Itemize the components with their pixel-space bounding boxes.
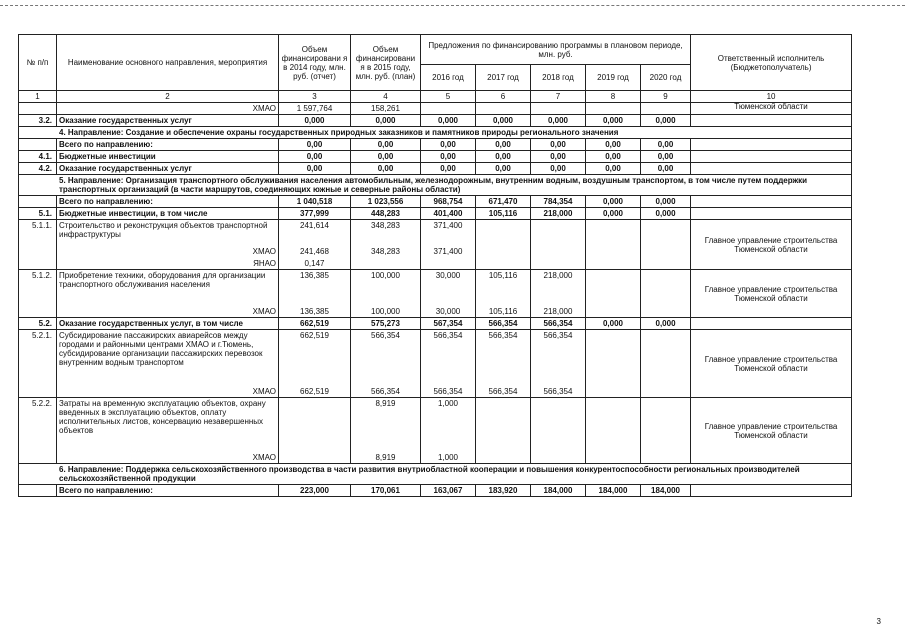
cell-value: 0,00: [279, 139, 351, 151]
row-name-text: Затраты на временную эксплуатацию объектов, охрану введенных в эксплуатацию объектов, оплату исполнительных листов, консервацию незавершенных объектов: [59, 399, 266, 435]
index-cell: 6: [476, 91, 531, 103]
row-name: Оказание государственных услуг, в том числе: [57, 318, 279, 330]
cell-value: 136,385: [300, 307, 329, 316]
table-row-hmao-top: [19, 103, 852, 115]
row-name: [57, 220, 279, 270]
cell-value: 1,000: [437, 399, 459, 408]
cell-value: 0,00: [421, 151, 476, 163]
header-name: Наименование основного направления, мероприятия: [57, 35, 279, 91]
cell-value: 0,00: [421, 139, 476, 151]
index-cell: 10: [691, 91, 852, 103]
cell-value: 0,00: [641, 151, 691, 163]
row-sublabel: ЯНАО: [253, 259, 276, 268]
header-2015: Объем финансировани я в 2015 году, млн. руб. (план): [351, 35, 421, 91]
row-number: 4.2.: [19, 163, 57, 175]
cell-value: 0,000: [279, 115, 351, 127]
cell-value: 184,000: [586, 485, 641, 497]
header-year-2017: 2017 год: [476, 65, 531, 91]
header-year-2020: 2020 год: [641, 65, 691, 91]
direction-heading: 4. Направление: Создание и обеспечение охраны государственных природных заказников и памятников природы регионального значения: [19, 127, 852, 139]
row-name: Оказание государственных услуг: [57, 115, 279, 127]
row-sublabel: ХМАО: [252, 387, 276, 396]
header-num: № п/п: [19, 35, 57, 91]
header-index-row: [19, 91, 852, 103]
table-row-3-2: [19, 115, 852, 127]
table-row-direction-4: [19, 127, 852, 139]
row-name: Всего по направлению:: [57, 485, 279, 497]
header-2014: Объем финансировани я в 2014 году, млн. руб. (отчет): [279, 35, 351, 91]
cell-value: 348,283: [371, 221, 400, 230]
direction-heading: 6. Направление: Поддержка сельскохозяйственного производства в части развития внутриобластной кооперации и повышения конкурентоспособности региональных производителей сельскохозяйственной продукции: [19, 464, 852, 485]
cell-value: 566,354: [371, 387, 400, 396]
cell-value: 8,919: [375, 399, 396, 408]
cell-value: 0,000: [641, 318, 691, 330]
cell-value: 0,00: [586, 163, 641, 175]
cell-value: 0,00: [279, 151, 351, 163]
row-label: ХМАО: [57, 103, 279, 115]
table-row-5-1-1: [19, 220, 852, 270]
cell-value: 170,061: [351, 485, 421, 497]
cell-value: 0,00: [279, 163, 351, 175]
row-name: Бюджетные инвестиции: [57, 151, 279, 163]
cell-value: 371,400: [433, 221, 463, 230]
row-number: 5.2.2.: [19, 398, 57, 464]
header-year-2018: 2018 год: [531, 65, 586, 91]
table-row-5-1-2: [19, 270, 852, 318]
table-row-5-2-1: [19, 330, 852, 398]
cell-value: 163,067: [421, 485, 476, 497]
cell-value: 0,147: [304, 259, 325, 268]
index-cell: 9: [641, 91, 691, 103]
row-name: Оказание государственных услуг: [57, 163, 279, 175]
cell-value: 0,00: [531, 163, 586, 175]
row-number: 3.2.: [19, 115, 57, 127]
cell-value: 566,354: [531, 318, 586, 330]
cell-value: 0,00: [476, 139, 531, 151]
cell-value: 0,000: [641, 196, 691, 208]
table-row-5-1: [19, 208, 852, 220]
responsible-cell: Тюменской области: [691, 103, 852, 115]
cell-value: 1,000: [437, 453, 459, 462]
cell-value: 968,754: [421, 196, 476, 208]
cell-value: 566,354: [371, 331, 400, 340]
index-cell: 1: [19, 91, 57, 103]
cell-value: 0,000: [641, 115, 691, 127]
table-row-total-6: [19, 485, 852, 497]
cell-value: 136,385: [300, 271, 329, 280]
top-dashed-line: [0, 5, 905, 6]
cell-value: 218,000: [543, 271, 573, 280]
cell-value: 241,614: [300, 221, 329, 230]
cell-value: 566,354: [433, 331, 463, 340]
header-year-2016: 2016 год: [421, 65, 476, 91]
cell-value: 566,354: [543, 331, 573, 340]
cell-value: 0,00: [641, 163, 691, 175]
cell-value: 0,000: [641, 208, 691, 220]
cell-value: 575,273: [351, 318, 421, 330]
cell-value: 0,00: [641, 139, 691, 151]
cell-value: 1 597,764: [279, 103, 351, 115]
cell-value: 448,283: [351, 208, 421, 220]
responsible-cell: Главное управление строительства Тюменской области: [691, 398, 852, 464]
cell-value: 30,000: [435, 307, 461, 316]
cell-value: 0,00: [476, 151, 531, 163]
index-cell: 4: [351, 91, 421, 103]
table-row-total-5: [19, 196, 852, 208]
row-name: Всего по направлению:: [57, 196, 279, 208]
cell-value: 662,519: [300, 331, 329, 340]
cell-value: 1 040,518: [279, 196, 351, 208]
cell-value: 223,000: [279, 485, 351, 497]
index-cell: 8: [586, 91, 641, 103]
row-name: [57, 330, 279, 398]
cell-value: 401,400: [421, 208, 476, 220]
cell-value: 566,354: [488, 387, 518, 396]
cell-value: 566,354: [543, 387, 573, 396]
table-row-4-2: [19, 163, 852, 175]
row-number: 5.1.1.: [19, 220, 57, 270]
cell-value: 184,000: [531, 485, 586, 497]
row-name: Всего по направлению:: [57, 139, 279, 151]
row-name-text: Строительство и реконструкция объектов транспортной инфраструктуры: [59, 221, 268, 239]
row-number: 5.2.1.: [19, 330, 57, 398]
table-row-5-2: [19, 318, 852, 330]
cell-value: 0,000: [351, 115, 421, 127]
cell-value: 0,00: [351, 139, 421, 151]
row-sublabel: ХМАО: [252, 247, 276, 256]
row-name: [57, 398, 279, 464]
cell-value: 30,000: [435, 271, 461, 280]
cell-value: 0,000: [586, 208, 641, 220]
cell-value: 1 023,556: [351, 196, 421, 208]
cell-value: 100,000: [371, 271, 400, 280]
cell-value: 0,00: [351, 163, 421, 175]
cell-value: 0,000: [531, 115, 586, 127]
cell-value: 0,00: [476, 163, 531, 175]
cell-value: 0,00: [531, 151, 586, 163]
row-name: Бюджетные инвестиции, в том числе: [57, 208, 279, 220]
index-cell: 5: [421, 91, 476, 103]
row-number: 5.2.: [19, 318, 57, 330]
index-cell: 7: [531, 91, 586, 103]
cell-value: 377,999: [279, 208, 351, 220]
row-number: 4.1.: [19, 151, 57, 163]
header-row-1: [19, 35, 852, 65]
header-year-2019: 2019 год: [586, 65, 641, 91]
cell-value: 0,00: [421, 163, 476, 175]
table-row-direction-6: [19, 464, 852, 485]
table-row-direction-5: [19, 175, 852, 196]
row-sublabel: ХМАО: [252, 453, 276, 462]
cell-value: 105,116: [488, 307, 518, 316]
cell-value: 371,400: [433, 247, 463, 256]
row-name-text: Субсидирование пассажирских авиарейсов между городами и районными центрами ХМАО и г.Тюмень, субсидирование организации пассажирских перевозок внутренним водным транспортом: [59, 331, 263, 367]
row-number: 5.1.: [19, 208, 57, 220]
cell-value: 0,000: [586, 318, 641, 330]
page-number: 3: [876, 617, 881, 626]
cell-value: 8,919: [375, 453, 396, 462]
table-row-4-1: [19, 151, 852, 163]
table-row-total-4: [19, 139, 852, 151]
row-number: 5.1.2.: [19, 270, 57, 318]
cell-value: 105,116: [488, 271, 518, 280]
cell-value: 0,00: [531, 139, 586, 151]
budget-table: [18, 34, 852, 497]
cell-value: 0,000: [421, 115, 476, 127]
cell-value: 662,519: [279, 318, 351, 330]
responsible-cell: Главное управление строительства Тюменской области: [691, 220, 852, 270]
cell-value: 0,00: [586, 139, 641, 151]
responsible-cell: Главное управление строительства Тюменской области: [691, 270, 852, 318]
row-name-text: Приобретение техники, оборудования для организации транспортного обслуживания населения: [59, 271, 266, 289]
cell-value: 0,00: [351, 151, 421, 163]
cell-value: 241,468: [300, 247, 329, 256]
cell-value: 183,920: [476, 485, 531, 497]
cell-value: 218,000: [531, 208, 586, 220]
index-cell: 2: [57, 91, 279, 103]
cell-value: 566,354: [488, 331, 518, 340]
index-cell: 3: [279, 91, 351, 103]
cell-value: 100,000: [371, 307, 400, 316]
cell-value: 105,116: [476, 208, 531, 220]
row-sublabel: ХМАО: [252, 307, 276, 316]
table-row-5-2-2: [19, 398, 852, 464]
cell-value: 567,354: [421, 318, 476, 330]
responsible-cell: Главное управление строительства Тюменской области: [691, 330, 852, 398]
budget-table-container: [18, 34, 851, 497]
cell-value: 0,000: [586, 196, 641, 208]
header-proposals: Предложения по финансированию программы в плановом периоде, млн. руб.: [421, 35, 691, 65]
row-name: [57, 270, 279, 318]
direction-heading: 5. Направление: Организация транспортного обслуживания населения автомобильным, железнодорожным, внутренним водным, воздушным транспортом, в том числе путем поддержки транспортных организаций (в части маршрутов, соединяющих южные и северные районы области): [19, 175, 852, 196]
cell-value: 0,000: [586, 115, 641, 127]
cell-value: 566,354: [433, 387, 463, 396]
cell-value: 0,00: [586, 151, 641, 163]
header-responsible: Ответственный исполнитель (Бюджетополучатель): [691, 35, 852, 91]
cell-value: 566,354: [476, 318, 531, 330]
cell-value: 158,261: [351, 103, 421, 115]
cell-value: 218,000: [543, 307, 573, 316]
cell-value: 184,000: [641, 485, 691, 497]
cell-value: 662,519: [300, 387, 329, 396]
cell-value: 0,000: [476, 115, 531, 127]
cell-value: 784,354: [531, 196, 586, 208]
cell-value: 671,470: [476, 196, 531, 208]
cell-value: 348,283: [371, 247, 400, 256]
